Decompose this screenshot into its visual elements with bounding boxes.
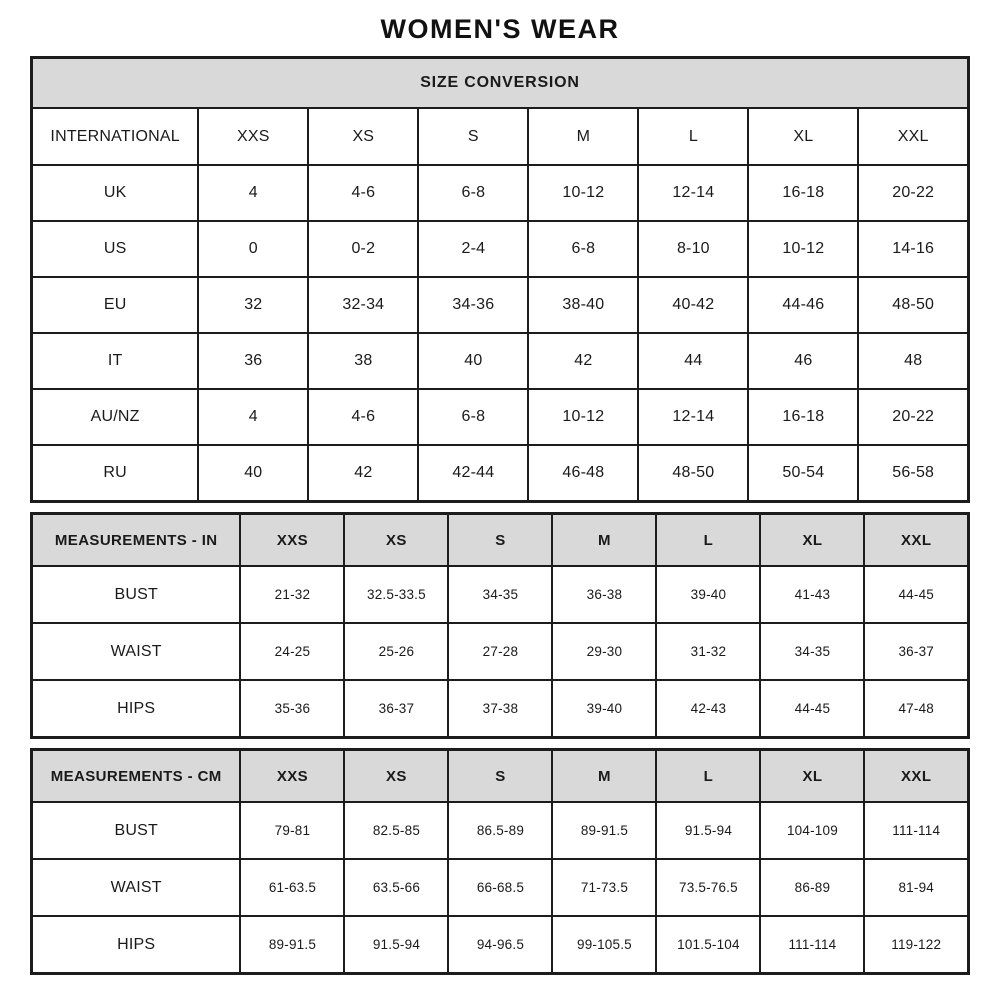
value-cell: 40 xyxy=(418,333,528,389)
value-cell: 20-22 xyxy=(858,389,968,445)
value-cell: 38 xyxy=(308,333,418,389)
header-row xyxy=(32,514,969,567)
value-cell: 34-36 xyxy=(418,277,528,333)
value-cell: 94-96.5 xyxy=(448,916,552,974)
value-cell: 4 xyxy=(198,165,308,221)
value-cell: 91.5-94 xyxy=(344,916,448,974)
value-cell: 36-38 xyxy=(552,566,656,623)
size-header-cell: XXL xyxy=(858,108,968,165)
size-header-cell: M xyxy=(552,750,656,803)
value-cell: 61-63.5 xyxy=(240,859,344,916)
size-header-cell: L xyxy=(638,108,748,165)
value-cell: 48-50 xyxy=(858,277,968,333)
value-cell: 14-16 xyxy=(858,221,968,277)
table-row xyxy=(32,389,969,445)
measurements-in-table xyxy=(30,512,970,739)
size-header-cell: M xyxy=(528,108,638,165)
value-cell: 111-114 xyxy=(760,916,864,974)
value-cell: 38-40 xyxy=(528,277,638,333)
value-cell: 36-37 xyxy=(864,623,968,680)
value-cell: 66-68.5 xyxy=(448,859,552,916)
value-cell: 81-94 xyxy=(864,859,968,916)
row-label-cell: RU xyxy=(32,445,199,502)
table-row xyxy=(32,680,969,738)
value-cell: 32.5-33.5 xyxy=(344,566,448,623)
value-cell: 10-12 xyxy=(748,221,858,277)
value-cell: 42-44 xyxy=(418,445,528,502)
size-header-cell: XXS xyxy=(240,514,344,567)
value-cell: 82.5-85 xyxy=(344,802,448,859)
corner-header-cell: INTERNATIONAL xyxy=(32,108,199,165)
value-cell: 63.5-66 xyxy=(344,859,448,916)
value-cell: 50-54 xyxy=(748,445,858,502)
value-cell: 89-91.5 xyxy=(240,916,344,974)
value-cell: 56-58 xyxy=(858,445,968,502)
corner-header-cell: MEASUREMENTS - CM xyxy=(32,750,241,803)
value-cell: 2-4 xyxy=(418,221,528,277)
value-cell: 101.5-104 xyxy=(656,916,760,974)
corner-header-cell: MEASUREMENTS - IN xyxy=(32,514,241,567)
size-header-cell: XXL xyxy=(864,514,968,567)
measurements-cm-table xyxy=(30,748,970,975)
row-label-cell: WAIST xyxy=(32,623,241,680)
table-row xyxy=(32,165,969,221)
table-row xyxy=(32,859,969,916)
value-cell: 111-114 xyxy=(864,802,968,859)
value-cell: 12-14 xyxy=(638,389,748,445)
value-cell: 6-8 xyxy=(418,389,528,445)
size-header-cell: XL xyxy=(748,108,858,165)
size-conversion-table xyxy=(30,56,970,503)
value-cell: 40 xyxy=(198,445,308,502)
value-cell: 36 xyxy=(198,333,308,389)
size-header-cell: XL xyxy=(760,750,864,803)
value-cell: 34-35 xyxy=(760,623,864,680)
value-cell: 6-8 xyxy=(528,221,638,277)
value-cell: 91.5-94 xyxy=(656,802,760,859)
value-cell: 44-46 xyxy=(748,277,858,333)
value-cell: 42-43 xyxy=(656,680,760,738)
value-cell: 41-43 xyxy=(760,566,864,623)
value-cell: 44-45 xyxy=(760,680,864,738)
table-row xyxy=(32,802,969,859)
header-row xyxy=(32,108,969,165)
value-cell: 25-26 xyxy=(344,623,448,680)
row-label-cell: US xyxy=(32,221,199,277)
size-header-cell: L xyxy=(656,750,760,803)
row-label-cell: BUST xyxy=(32,566,241,623)
value-cell: 44 xyxy=(638,333,748,389)
size-header-cell: XS xyxy=(344,750,448,803)
value-cell: 48 xyxy=(858,333,968,389)
size-header-cell: L xyxy=(656,514,760,567)
table-row xyxy=(32,221,969,277)
row-label-cell: UK xyxy=(32,165,199,221)
value-cell: 47-48 xyxy=(864,680,968,738)
value-cell: 48-50 xyxy=(638,445,748,502)
value-cell: 46-48 xyxy=(528,445,638,502)
size-header-cell: XXL xyxy=(864,750,968,803)
value-cell: 0-2 xyxy=(308,221,418,277)
table-row xyxy=(32,333,969,389)
value-cell: 20-22 xyxy=(858,165,968,221)
size-header-cell: XXS xyxy=(240,750,344,803)
value-cell: 42 xyxy=(308,445,418,502)
row-label-cell: EU xyxy=(32,277,199,333)
page-title: WOMEN'S WEAR xyxy=(380,14,620,44)
value-cell: 71-73.5 xyxy=(552,859,656,916)
value-cell: 39-40 xyxy=(656,566,760,623)
size-header-cell: XS xyxy=(308,108,418,165)
row-label-cell: HIPS xyxy=(32,916,241,974)
value-cell: 89-91.5 xyxy=(552,802,656,859)
table-row xyxy=(32,916,969,974)
row-label-cell: AU/NZ xyxy=(32,389,199,445)
value-cell: 21-32 xyxy=(240,566,344,623)
value-cell: 37-38 xyxy=(448,680,552,738)
row-label-cell: HIPS xyxy=(32,680,241,738)
value-cell: 10-12 xyxy=(528,165,638,221)
value-cell: 31-32 xyxy=(656,623,760,680)
header-row xyxy=(32,750,969,803)
value-cell: 99-105.5 xyxy=(552,916,656,974)
value-cell: 86-89 xyxy=(760,859,864,916)
value-cell: 104-109 xyxy=(760,802,864,859)
row-label-cell: IT xyxy=(32,333,199,389)
value-cell: 36-37 xyxy=(344,680,448,738)
value-cell: 40-42 xyxy=(638,277,748,333)
value-cell: 4 xyxy=(198,389,308,445)
size-header-cell: M xyxy=(552,514,656,567)
value-cell: 119-122 xyxy=(864,916,968,974)
size-header-cell: XL xyxy=(760,514,864,567)
value-cell: 4-6 xyxy=(308,165,418,221)
value-cell: 10-12 xyxy=(528,389,638,445)
size-header-cell: XXS xyxy=(198,108,308,165)
value-cell: 44-45 xyxy=(864,566,968,623)
value-cell: 16-18 xyxy=(748,165,858,221)
value-cell: 0 xyxy=(198,221,308,277)
value-cell: 24-25 xyxy=(240,623,344,680)
value-cell: 16-18 xyxy=(748,389,858,445)
value-cell: 86.5-89 xyxy=(448,802,552,859)
row-label-cell: BUST xyxy=(32,802,241,859)
value-cell: 35-36 xyxy=(240,680,344,738)
value-cell: 73.5-76.5 xyxy=(656,859,760,916)
value-cell: 29-30 xyxy=(552,623,656,680)
value-cell: 32 xyxy=(198,277,308,333)
size-header-cell: S xyxy=(448,514,552,567)
value-cell: 42 xyxy=(528,333,638,389)
value-cell: 79-81 xyxy=(240,802,344,859)
value-cell: 39-40 xyxy=(552,680,656,738)
row-label-cell: WAIST xyxy=(32,859,241,916)
banner-row xyxy=(32,58,969,109)
value-cell: 34-35 xyxy=(448,566,552,623)
size-header-cell: S xyxy=(418,108,528,165)
value-cell: 32-34 xyxy=(308,277,418,333)
size-header-cell: XS xyxy=(344,514,448,567)
size-header-cell: S xyxy=(448,750,552,803)
value-cell: 6-8 xyxy=(418,165,528,221)
value-cell: 8-10 xyxy=(638,221,748,277)
value-cell: 46 xyxy=(748,333,858,389)
table-row xyxy=(32,445,969,502)
table-row xyxy=(32,566,969,623)
value-cell: 12-14 xyxy=(638,165,748,221)
table-row xyxy=(32,277,969,333)
table-row xyxy=(32,623,969,680)
value-cell: 4-6 xyxy=(308,389,418,445)
table-banner: SIZE CONVERSION xyxy=(32,58,969,109)
value-cell: 27-28 xyxy=(448,623,552,680)
